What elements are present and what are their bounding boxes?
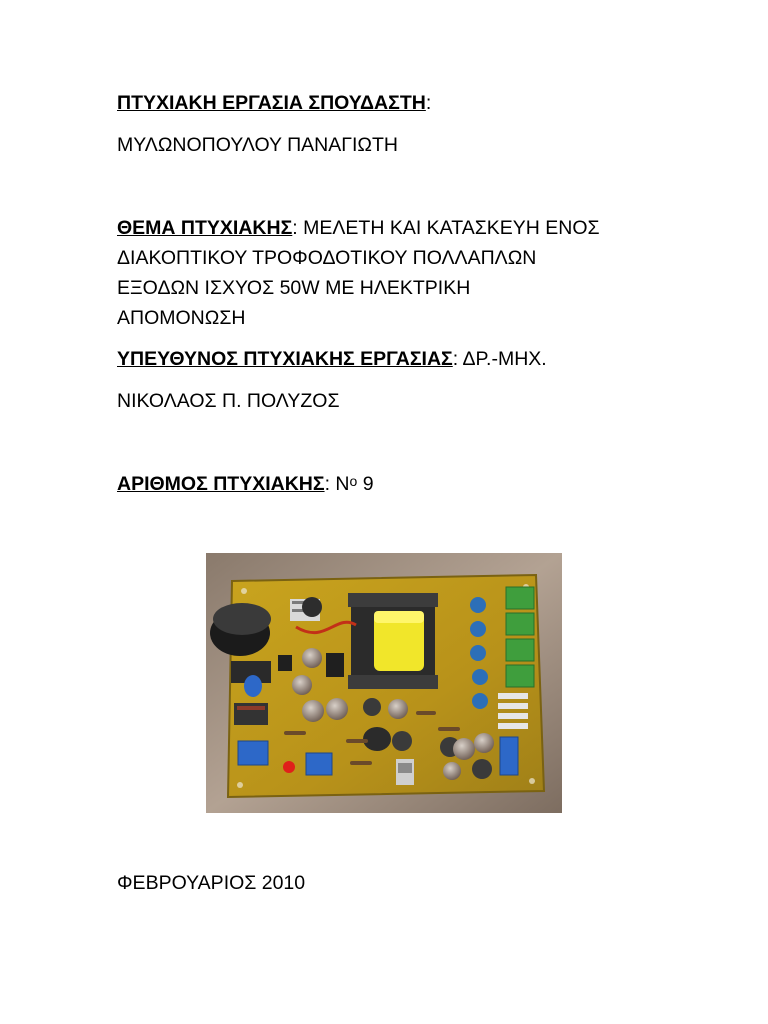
topic-text-2: ΔΙΑΚΟΠΤΙΚΟΥ ΤΡΟΦΟΔΟΤΙΚΟΥ ΠΟΛΛΑΠΛΩΝ (117, 247, 537, 269)
supervisor-title: : ΔΡ.-ΜΗΧ. (452, 348, 547, 370)
student-heading: ΠΤΥΧΙΑΚΗ ΕΡΓΑΣΙΑ ΣΠΟΥΔΑΣΤΗ (117, 92, 426, 114)
number-value: 9 (357, 473, 374, 495)
student-heading-colon: : (425, 92, 432, 114)
student-heading-line (117, 88, 431, 119)
number-superscript: o (349, 473, 358, 489)
topic-text-1: : ΜΕΛΕΤΗ ΚΑΙ ΚΑΤΑΣΚΕΥΗ ΕΝΟΣ (292, 217, 600, 239)
topic-heading: ΘΕΜΑ ΠΤΥΧΙΑΚΗΣ (117, 217, 293, 239)
student-name: ΜΥΛΩΝΟΠΟΥΛΟΥ ΠΑΝΑΓΙΩΤΗ (117, 134, 398, 156)
number-prefix: : N (324, 473, 350, 495)
number-heading: ΑΡΙΘΜΟΣ ΠΤΥΧΙΑΚΗΣ (117, 473, 325, 495)
supervisor-line (117, 344, 547, 375)
supervisor-heading: ΥΠΕΥΘΥΝΟΣ ΠΤΥΧΙΑΚΗΣ ΕΡΓΑΣΙΑΣ (117, 348, 453, 370)
number-line (117, 469, 374, 500)
topic-line-1 (117, 213, 600, 244)
pcb-photo (206, 553, 562, 813)
topic-text-4: ΑΠΟΜΟΝΩΣΗ (117, 307, 246, 329)
date: ΦΕΒΡΟΥΑΡΙΟΣ 2010 (117, 872, 306, 894)
supervisor-name: ΝΙΚΟΛΑΟΣ Π. ΠΟΛΥΖΟΣ (117, 390, 340, 412)
topic-text-3: ΕΞΟΔΩΝ ΙΣΧΥΟΣ 50W ΜΕ ΗΛΕΚΤΡΙΚΗ (117, 277, 471, 299)
